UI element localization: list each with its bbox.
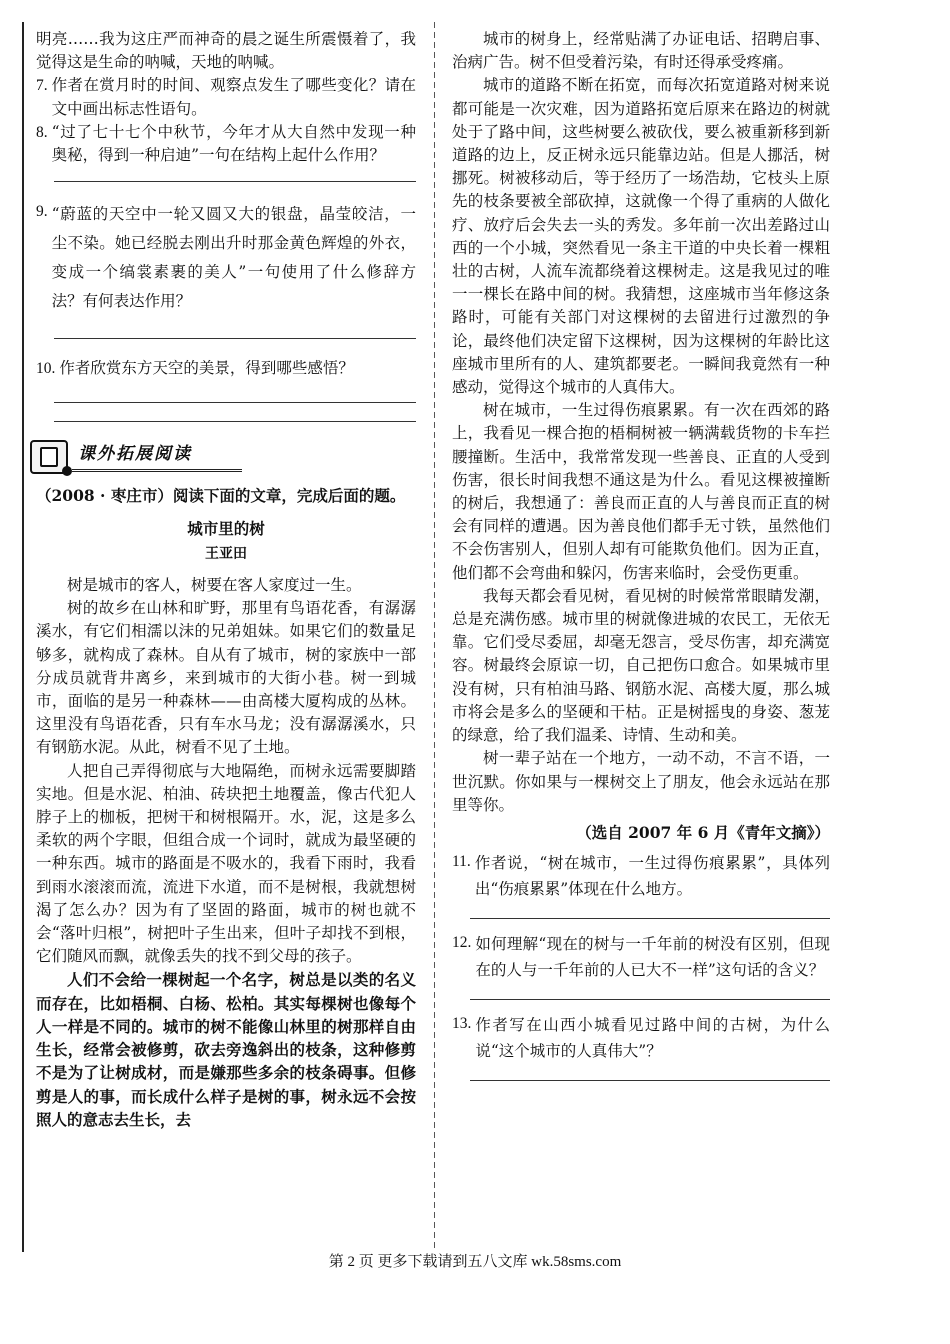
continued-paragraph: 明亮……我为这庄严而神奇的晨之诞生所震慑着了，我觉得这是生命的呐喊，天地的呐喊。 <box>36 30 416 72</box>
article-paragraph: 人把自己弄得彻底与大地隔绝，而树永远需要脚踏实地。但是水泥、柏油、砖块把土地覆盖，像古代犯人脖子上的枷板，把树干和树根隔开。水，泥，这是多么柔软的两个字眼，但组合成一个词时，就成为最坚硬的一种东西。城市的路面是不吸水的，我看下雨时，我看到雨水滚滚而流，流进下水道，而不是树根，我就想树渴了怎么办？因为有了坚固的路面，城市的树也就不会“落叶归根”，树把叶子生出来，但叶子却找不到根，它们随风而飘，就像丢失的找不到父母的孩子。 <box>36 761 416 966</box>
book-icon <box>30 440 68 474</box>
article-paragraph: 城市的道路不断在拓宽，而每次拓宽道路对树来说都可能是一次灾难，因为道路拓宽后原来在路边的树就处于了路中间，这些树要么被砍伐，要么被重新移到新道路的边上，反正树永远只能靠边站。但是人挪活，树挪死。树被移动后，等于经历了一场浩劫，它枝头上原先的枝条要被全部砍掉，这就像一个得了重病的人做化疗、放疗后会失去一头的秀发。多年前一次出差路过山西的一个小城，突然看见一条主干道的中央长着一棵粗壮的古树，人流车流都绕着这棵树走。这是我见过的唯一一棵长在路中间的树。我猜想，这座城市当年修这条路时，可能有关部门对这棵树的去留进行过激烈的争论，最终他们决定留下这棵树，因为这棵树的年龄比这座城市里所有的人、建筑都要老。一瞬间我竟然有一种感动，觉得这个城市的人真伟大。 <box>452 76 830 397</box>
question-number: 12. <box>452 934 472 952</box>
question-8 <box>36 121 416 167</box>
article-paragraph: 我每天都会看见树，看见树的时候常常眼睛发潮，总是充满伤感。城市里的树就像进城的农民工，无依无靠。它们受尽委屈，却毫无怨言，受尽伤害，却充满宽容。树最终会原谅一切，自己把伤口愈合。如果城市里没有树，只有柏油马路、钢筋水泥、高楼大厦，那么城市将会是多么的坚硬和干枯。正是树摇曳的身姿、葱茏的绿意，给了我们温柔、诗情、生动和美。 <box>452 586 830 745</box>
answer-line <box>54 402 416 403</box>
question-number: 7. <box>36 77 48 95</box>
article-title: 城市里的树 <box>187 519 265 538</box>
article-author: 王亚田 <box>205 545 247 562</box>
question-text: 作者欣赏东方天空的美景，得到哪些感悟？ <box>59 359 354 378</box>
question-number: 11. <box>452 853 471 871</box>
page-footer: 第 2 页 更多下载请到五八文库 wk.58sms.com <box>328 1254 622 1270</box>
question-text: 作者在赏月时的时间、观察点发生了哪些变化？请在文中画出标志性语句。 <box>51 76 416 118</box>
left-column <box>36 28 416 1131</box>
section-header <box>30 440 416 474</box>
left-border-rule <box>22 22 24 1252</box>
answer-line <box>470 918 830 919</box>
article-paragraph: 树在城市，一生过得伤痕累累。有一次在西郊的路上，我看见一棵合抱的梧桐树被一辆满载货物的卡车拦腰撞断。生活中，我常常发现一些善良、正直的人受到伤害，很长时间我想不通这是为什么。看见这棵被撞断的树后，我想通了：善良而正直的人与善良而正直的树会有同样的遭遇。因为善良他们都手无寸铁，虽然他们不会伤害别人，但别人却有可能欺负他们。因为正直，他们都不会弯曲和躲闪，伤害来临时，会受伤更重。 <box>452 401 830 582</box>
question-text: “过了七十七个中秋节，今年才从大自然中发现一种奥秘，得到一种启迪”一句在结构上起什么作用？ <box>51 122 416 165</box>
article-source: （选自 2007 年 6 月《青年文摘》） <box>576 822 830 842</box>
section-title: 课外拓展阅读 <box>72 443 242 471</box>
question-number: 9. <box>36 203 48 221</box>
question-10 <box>36 357 416 380</box>
question-number: 13. <box>452 1015 472 1033</box>
question-text: 如何理解“现在的树与一千年前的树没有区别，但现在的人与一千年前的人已大不一样”这句话的含义？ <box>475 935 830 980</box>
article-paragraph: 树是城市的客人，树要在客人家度过一生。 <box>67 576 362 595</box>
question-13 <box>452 1012 830 1064</box>
answer-line <box>54 338 416 339</box>
question-7 <box>36 74 416 120</box>
right-column <box>452 28 830 1093</box>
question-9 <box>36 200 416 316</box>
column-divider <box>434 22 435 1252</box>
question-number: 10. <box>36 360 56 378</box>
answer-line <box>470 1080 830 1081</box>
article-paragraph: 城市的树身上，经常贴满了办证电话、招聘启事、治病广告。树不但受着污染，有时还得承受疼痛。 <box>452 30 830 72</box>
question-text: “蔚蓝的天空中一轮又圆又大的银盘，晶莹皎洁，一尘不染。她已经脱去刚出升时那金黄色辉煌的外衣，变成一个缟裳素裹的美人”一句使用了什么修辞方法？有何表达作用？ <box>51 205 416 311</box>
article-paragraph: 树一辈子站在一个地方，一动不动，不言不语，一世沉默。你如果与一棵树交上了朋友，他会永远站在那里等你。 <box>452 749 830 814</box>
article-paragraph: 树的故乡在山林和旷野，那里有鸟语花香，有潺潺溪水，有它们相濡以沫的兄弟姐妹。如果它们的数量足够多，就构成了森林。自从有了城市，树的家族中一部分成员就背井离乡，来到城市的大街小巷。树一到城市，面临的是另一种森林——由高楼大厦构成的丛林。这里没有鸟语花香，只有车水马龙；没有潺潺溪水，只有钢筋水泥。从此，树看不见了土地。 <box>36 599 416 757</box>
answer-line <box>470 999 830 1000</box>
question-11 <box>452 850 830 902</box>
question-12 <box>452 931 830 983</box>
question-text: 作者说，“树在城市，一生过得伤痕累累”，具体列出“伤痕累累”体现在什么地方。 <box>474 854 830 899</box>
answer-line <box>54 421 416 422</box>
reading-instruction: （2008 · 枣庄市）阅读下面的文章，完成后面的题。 <box>36 486 406 506</box>
answer-line <box>54 181 416 182</box>
article-paragraph: 人们不会给一棵树起一个名字，树总是以类的名义而存在，比如梧桐、白杨、松柏。其实每棵树也像每个人一样是不同的。城市的树不能像山林里的树那样自由生长，经常会被修剪，砍去旁逸斜出的枝条，这种修剪不是为了让树成材，而是嫌那些多余的枝条碍事。但修剪是人的事，而长成什么样子是树的事，树永远不会按照人的意志去生长，去 <box>36 970 416 1129</box>
question-number: 8. <box>36 123 48 141</box>
question-text: 作者写在山西小城看见过路中间的古树，为什么说“这个城市的人真伟大”？ <box>475 1016 830 1061</box>
